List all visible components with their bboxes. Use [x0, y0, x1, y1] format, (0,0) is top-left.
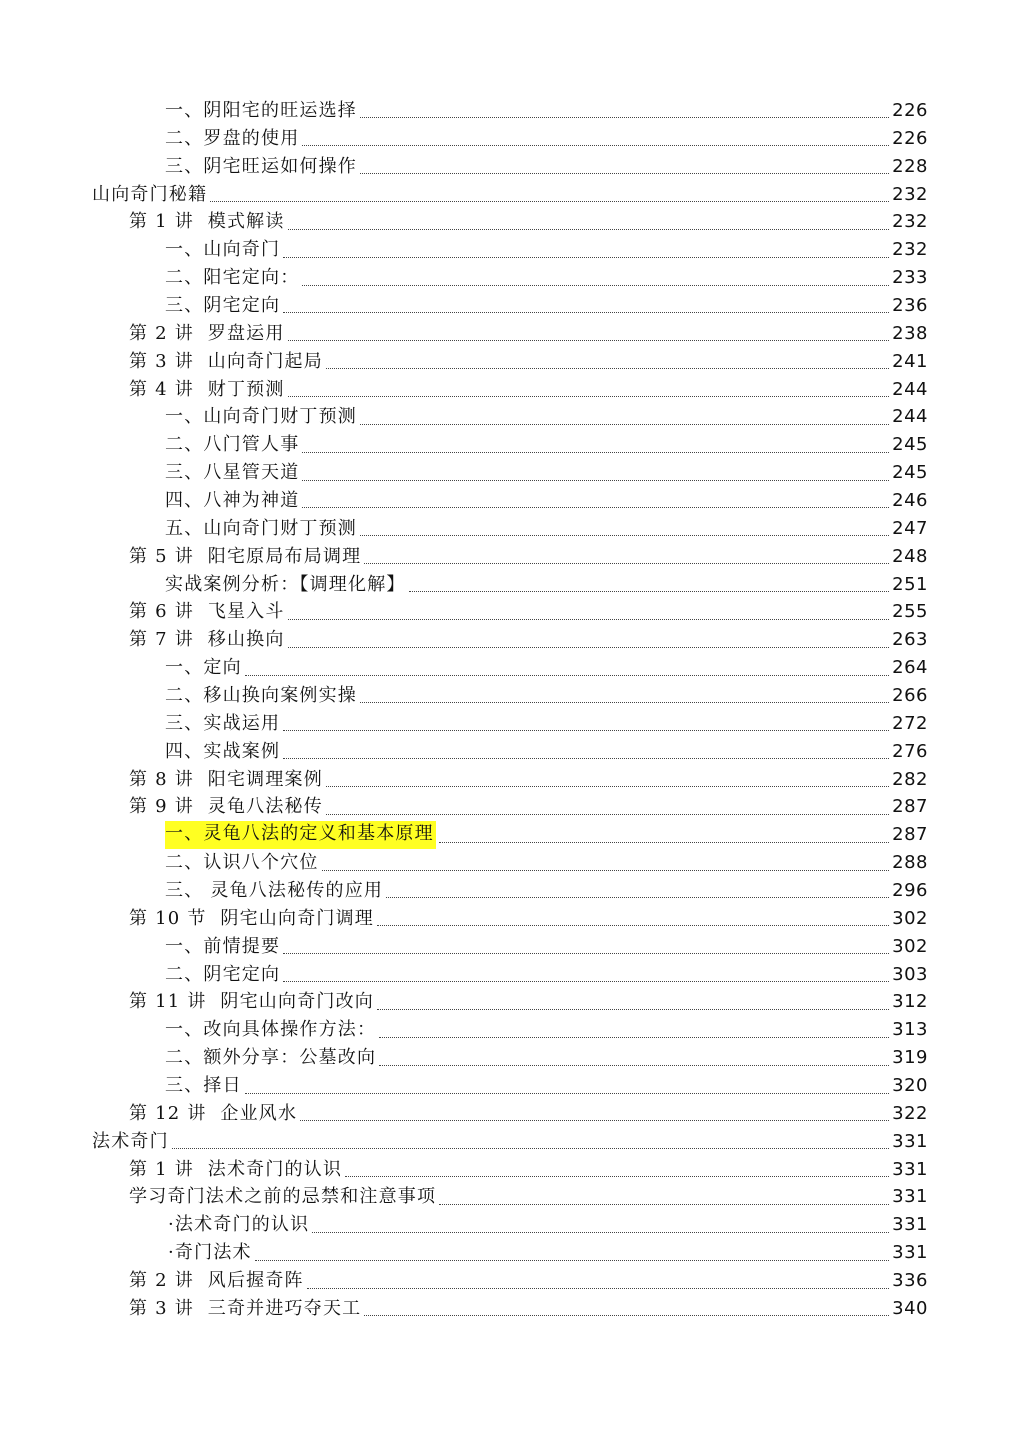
- toc-lecture-entry[interactable]: [0, 543, 1018, 571]
- toc-lecture-entry[interactable]: [0, 1156, 1018, 1184]
- toc-page-number: 226: [892, 99, 928, 121]
- toc-page-number: 336: [892, 1270, 928, 1292]
- toc-lecture-entry[interactable]: [0, 208, 1018, 236]
- toc-entry[interactable]: [0, 236, 1018, 264]
- toc-page-number: 287: [892, 824, 928, 846]
- toc-entry-title: 四、实战案例: [165, 740, 281, 762]
- toc-page-number: 287: [892, 796, 928, 818]
- dot-leader: [210, 183, 889, 202]
- dot-leader: [326, 768, 889, 787]
- dot-leader: [322, 852, 890, 871]
- dot-leader: [439, 824, 889, 843]
- toc-entry-title: 第 2 讲 罗盘运用: [129, 322, 285, 344]
- toc-page-number: 331: [892, 1186, 928, 1208]
- dot-leader: [379, 1047, 889, 1066]
- toc-entry-title: 第 8 讲 阳宅调理案例: [129, 768, 323, 790]
- toc-entry[interactable]: [0, 487, 1018, 515]
- toc-entry[interactable]: [0, 877, 1018, 905]
- toc-page-number: 244: [892, 406, 928, 428]
- toc-entry-title: 第 10 节 阴宅山向奇门调理: [129, 907, 374, 929]
- toc-entry[interactable]: [0, 431, 1018, 459]
- dot-leader: [302, 434, 889, 453]
- toc-entry-title: 第 3 讲 三奇并进巧夺天工: [129, 1297, 362, 1319]
- dot-leader: [288, 629, 890, 648]
- dot-leader: [302, 462, 889, 481]
- table-of-contents: [0, 97, 1018, 1323]
- toc-entry[interactable]: [0, 403, 1018, 431]
- toc-entry[interactable]: [0, 153, 1018, 181]
- toc-entry[interactable]: [0, 1072, 1018, 1100]
- toc-entry-title: 第 1 讲 法术奇门的认识: [129, 1158, 343, 1180]
- toc-entry-title: 一、改向具体操作方法：: [165, 1019, 377, 1041]
- toc-chapter-entry[interactable]: [0, 181, 1018, 209]
- dot-leader: [307, 1270, 889, 1289]
- toc-entry[interactable]: [0, 1016, 1018, 1044]
- toc-page-number: 241: [892, 350, 928, 372]
- dot-leader: [245, 657, 889, 676]
- toc-entry-title-highlighted: 一、灵龟八法的定义和基本原理: [165, 821, 436, 849]
- toc-page-number: 236: [892, 294, 928, 316]
- toc-page-number: 303: [892, 963, 928, 985]
- toc-page-number: 244: [892, 378, 928, 400]
- toc-entry[interactable]: [0, 125, 1018, 153]
- toc-lecture-entry[interactable]: [0, 348, 1018, 376]
- toc-page-number: 296: [892, 879, 928, 901]
- toc-entry[interactable]: [0, 849, 1018, 877]
- toc-entry[interactable]: [0, 459, 1018, 487]
- toc-entry[interactable]: [0, 933, 1018, 961]
- toc-entry-title: 三、阴宅旺运如何操作: [165, 155, 357, 177]
- dot-leader: [172, 1130, 889, 1149]
- toc-page-number: 232: [892, 211, 928, 233]
- toc-lecture-entry[interactable]: [0, 376, 1018, 404]
- dot-leader: [379, 1019, 889, 1038]
- dot-leader: [326, 350, 889, 369]
- toc-page-number: 319: [892, 1047, 928, 1069]
- toc-entry[interactable]: [0, 264, 1018, 292]
- toc-page-number: 226: [892, 127, 928, 149]
- dot-leader: [302, 489, 889, 508]
- toc-entry-title: 第 2 讲 风后握奇阵: [129, 1270, 304, 1292]
- toc-page-number: 246: [892, 489, 928, 511]
- dot-leader: [283, 740, 889, 759]
- toc-entry-title: 一、定向: [165, 657, 242, 679]
- dot-leader: [439, 1186, 889, 1205]
- toc-page-number: 266: [892, 684, 928, 706]
- toc-entry[interactable]: [0, 571, 1018, 599]
- dot-leader: [283, 935, 889, 954]
- toc-page-number: 313: [892, 1019, 928, 1041]
- toc-entry-title: 实战案例分析：【调理化解】: [165, 573, 406, 595]
- toc-page-number: 232: [892, 239, 928, 261]
- dot-leader: [300, 1102, 889, 1121]
- toc-page-number: 322: [892, 1102, 928, 1124]
- dot-leader: [386, 879, 889, 898]
- toc-entry-title: 三、八星管天道: [165, 462, 300, 484]
- toc-entry[interactable]: [0, 515, 1018, 543]
- toc-page-number: 255: [892, 601, 928, 623]
- toc-lecture-entry[interactable]: [0, 905, 1018, 933]
- toc-entry-title: 二、罗盘的使用: [165, 127, 300, 149]
- toc-entry[interactable]: [0, 710, 1018, 738]
- dot-leader: [312, 1214, 889, 1233]
- toc-bullet-entry[interactable]: [0, 1211, 1018, 1239]
- toc-page-number: 238: [892, 322, 928, 344]
- toc-lecture-entry[interactable]: [0, 320, 1018, 348]
- toc-entry-title: 一、山向奇门财丁预测: [165, 406, 357, 428]
- toc-page-number: 245: [892, 462, 928, 484]
- toc-lecture-entry[interactable]: [0, 766, 1018, 794]
- toc-entry-title: 三、阴宅定向: [165, 294, 281, 316]
- toc-entry[interactable]: [0, 97, 1018, 125]
- toc-lecture-entry[interactable]: [0, 1267, 1018, 1295]
- toc-entry-title: 二、认识八个穴位: [165, 852, 319, 874]
- toc-entry-highlighted[interactable]: [0, 821, 1018, 849]
- dot-leader: [288, 322, 890, 341]
- toc-page-number: 288: [892, 852, 928, 874]
- toc-page-number: 331: [892, 1158, 928, 1180]
- toc-page-number: 251: [892, 573, 928, 595]
- dot-leader: [302, 267, 889, 286]
- toc-page-number: 247: [892, 517, 928, 539]
- dot-leader: [360, 155, 889, 174]
- dot-leader: [377, 907, 889, 926]
- toc-page-number: 263: [892, 629, 928, 651]
- dot-leader: [360, 517, 889, 536]
- toc-lecture-entry[interactable]: [0, 626, 1018, 654]
- toc-page-number: 331: [892, 1130, 928, 1152]
- toc-entry-title: 第 12 讲 企业风水: [129, 1102, 298, 1124]
- toc-page-number: 302: [892, 935, 928, 957]
- dot-leader: [283, 712, 889, 731]
- toc-page-number: 331: [892, 1214, 928, 1236]
- toc-page-number: 331: [892, 1242, 928, 1264]
- toc-entry-title: 第 11 讲 阴宅山向奇门改向: [129, 991, 374, 1013]
- toc-entry-title: 第 3 讲 山向奇门起局: [129, 350, 323, 372]
- dot-leader: [360, 99, 889, 118]
- toc-lecture-entry[interactable]: [0, 793, 1018, 821]
- dot-leader: [360, 684, 889, 703]
- toc-entry-title: ·奇门法术: [168, 1242, 252, 1264]
- dot-leader: [255, 1242, 889, 1261]
- toc-entry-title: 一、前情提要: [165, 935, 281, 957]
- toc-page-number: 272: [892, 712, 928, 734]
- toc-page-number: 320: [892, 1075, 928, 1096]
- dot-leader: [302, 127, 889, 146]
- toc-page-number: 248: [892, 545, 928, 567]
- toc-lecture-entry[interactable]: [0, 1100, 1018, 1128]
- toc-entry[interactable]: [0, 738, 1018, 766]
- toc-lecture-entry[interactable]: [0, 1295, 1018, 1323]
- toc-page-number: 245: [892, 434, 928, 456]
- toc-chapter-entry[interactable]: [0, 1128, 1018, 1156]
- toc-entry-title: 第 5 讲 阳宅原局布局调理: [129, 545, 362, 567]
- dot-leader: [283, 963, 889, 982]
- toc-page-number: 312: [892, 991, 928, 1013]
- dot-leader: [288, 211, 890, 230]
- toc-entry-title: 一、山向奇门: [165, 239, 281, 261]
- toc-entry-title: 第 9 讲 灵龟八法秘传: [129, 796, 323, 818]
- dot-leader: [364, 545, 889, 564]
- toc-entry-title: 第 7 讲 移山换向: [129, 629, 285, 651]
- toc-entry-title: 三、择日: [165, 1075, 242, 1096]
- toc-page-number: 264: [892, 657, 928, 679]
- toc-entry-title: ·法术奇门的认识: [168, 1214, 310, 1236]
- toc-entry[interactable]: [0, 292, 1018, 320]
- toc-entry[interactable]: [0, 961, 1018, 989]
- toc-entry-title: 一、阴阳宅的旺运选择: [165, 99, 357, 121]
- toc-entry-title: 二、阴宅定向: [165, 963, 281, 985]
- toc-entry-title: 三、 灵龟八法秘传的应用: [165, 879, 384, 901]
- toc-entry-title: 三、实战运用: [165, 712, 281, 734]
- toc-entry[interactable]: [0, 1044, 1018, 1072]
- toc-entry[interactable]: [0, 682, 1018, 710]
- dot-leader: [283, 239, 889, 258]
- toc-bullet-entry[interactable]: [0, 1239, 1018, 1267]
- toc-page-number: 276: [892, 740, 928, 762]
- toc-entry-title: 二、额外分享：公墓改向: [165, 1047, 377, 1069]
- toc-entry[interactable]: [0, 654, 1018, 682]
- toc-entry-title: 第 4 讲 财丁预测: [129, 378, 285, 400]
- toc-entry-title: 二、移山换向案例实操: [165, 684, 357, 706]
- dot-leader: [409, 573, 890, 592]
- toc-entry-title: 二、阳宅定向：: [165, 267, 300, 289]
- toc-entry-title: 第 1 讲 模式解读: [129, 211, 285, 233]
- dot-leader: [288, 378, 890, 397]
- toc-page-number: 302: [892, 907, 928, 929]
- toc-entry-title: 第 6 讲 飞星入斗: [129, 601, 285, 623]
- toc-entry-title: 学习奇门法术之前的忌禁和注意事项: [129, 1186, 437, 1208]
- dot-leader: [364, 1297, 889, 1316]
- toc-lecture-entry[interactable]: [0, 1184, 1018, 1212]
- toc-page-number: 340: [892, 1297, 928, 1319]
- toc-entry-title: 四、八神为神道: [165, 489, 300, 511]
- toc-entry-title: 法术奇门: [92, 1130, 169, 1152]
- dot-leader: [326, 796, 889, 815]
- toc-entry-title: 五、山向奇门财丁预测: [165, 517, 357, 539]
- dot-leader: [345, 1158, 889, 1177]
- toc-entry-title: 二、八门管人事: [165, 434, 300, 456]
- dot-leader: [245, 1075, 889, 1094]
- dot-leader: [377, 991, 889, 1010]
- toc-page-number: 282: [892, 768, 928, 790]
- dot-leader: [283, 294, 889, 313]
- dot-leader: [360, 406, 889, 425]
- toc-lecture-entry[interactable]: [0, 598, 1018, 626]
- toc-page-number: 232: [892, 183, 928, 205]
- toc-page-number: 228: [892, 155, 928, 177]
- toc-page-number: 233: [892, 267, 928, 289]
- toc-lecture-entry[interactable]: [0, 989, 1018, 1017]
- dot-leader: [288, 601, 890, 620]
- toc-entry-title: 山向奇门秘籍: [92, 183, 208, 205]
